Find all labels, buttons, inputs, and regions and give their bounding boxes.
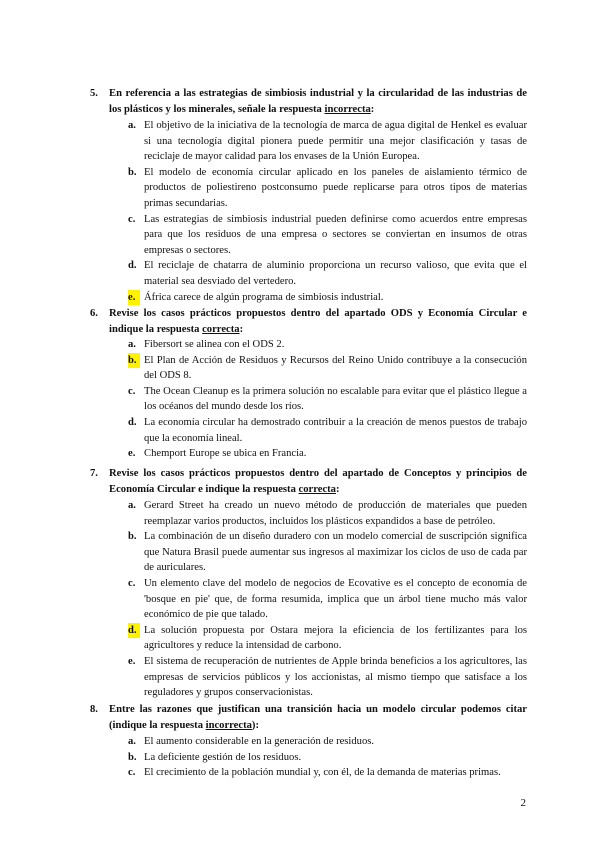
option-6d: d. La economía circular ha demostrado contribuir a la creación de menos puestos de trabajo que la economía lineal. <box>128 416 527 444</box>
answer-highlight: e. <box>128 290 140 306</box>
option-7b: b. La combinación de un diseño duradero con un modelo comercial de suscripción significa que Natura Brasil puede aumentar sus ingresos al maximizar los ciclos de uso de cada par de auriculares. <box>128 531 527 574</box>
options-6 <box>128 337 527 462</box>
question-number: 8. <box>90 704 98 715</box>
option-5b: b. El modelo de economía circular aplicado en los paneles de aislamiento térmico de productos de poliestireno postconsumo puede replicarse para otros tipos de materias primas secundarias. <box>128 166 527 209</box>
option-7d: d. La solución propuesta por Ostara mejora la eficiencia de los fertilizantes para los agricultores y reduce la intensidad de carbono. <box>128 624 527 652</box>
option-5a: a. El objetivo de la iniciativa de la tecnología de marca de agua digital de Henkel es evaluar si una tecnología digital pionera puede permitir una mejor clasificación y tasas de reciclaje de mayor calidad para los envases de la Unión Europea. <box>128 120 527 163</box>
question-number: 7. <box>90 468 98 479</box>
option-6a: a. Fibersort se alinea con el ODS 2. <box>128 339 285 350</box>
option-5e: e. África carece de algún programa de simbiosis industrial. <box>128 290 527 306</box>
options-7 <box>128 498 527 701</box>
question-text: Entre las razones que justifican una transición hacia un modelo circular podemos citar (indique la respuesta incorrecta): <box>109 704 527 731</box>
option-7a: a. Gerard Street ha creado un nuevo método de producción de materiales que pueden reemplazar varios productos, incluidos los plásticos expandidos a base de petróleo. <box>128 500 527 527</box>
answer-highlight: b. <box>128 353 140 369</box>
option-6e: e. Chemport Europe se ubica en Francia. <box>128 448 307 460</box>
option-5c: c. Las estrategias de simbiosis industrial pueden definirse como acuerdos entre empresas para que los residuos de una empresa o sectores se conviertan en insumos de otras empresas o sectores. <box>128 213 527 256</box>
question-7 <box>90 466 527 497</box>
question-6 <box>90 306 527 337</box>
question-5 <box>90 86 527 117</box>
answer-highlight: d. <box>128 623 140 639</box>
options-5 <box>128 118 527 305</box>
question-number: 6. <box>90 308 98 319</box>
option-6c: c. The Ocean Cleanup es la primera solución no escalable para evitar que el plástico llegue a los océanos del mundo desde los ríos. <box>128 385 527 413</box>
question-text: Revise los casos prácticos propuestos dentro del apartado de Conceptos y principios de Economía Circular e indique la respuesta correcta: <box>109 468 527 495</box>
options-8 <box>128 734 527 781</box>
page-number: 2 <box>520 797 526 809</box>
option-6b: b. El Plan de Acción de Residuos y Recursos del Reino Unido contribuye a la consecución del ODS 8. <box>128 354 527 382</box>
option-7e: e. El sistema de recuperación de nutrientes de Apple brinda beneficios a los agricultores, las empresas de servicios públicos y los accionistas, al mismo tiempo que satisface a los reguladores y grupos conservacionistas. <box>128 655 527 699</box>
option-7c: c. Un elemento clave del modelo de negocios de Ecovative es el concepto de economía de 'bosque en pie' que, de forma resumida, implica que un árbol tiene mucho más valor económico de pie que talado. <box>128 577 527 621</box>
option-5d: d. El reciclaje de chatarra de aluminio proporciona un recurso valioso, que evita que el material sea desviado del vertedero. <box>128 260 527 287</box>
option-8c: c. El crecimiento de la población mundial y, con él, de la demanda de materias primas. <box>128 767 501 779</box>
question-text: En referencia a las estrategias de simbiosis industrial y la circularidad de las industrias de los plásticos y los minerales, señale la respuesta incorrecta: <box>109 88 527 115</box>
question-text: Revise los casos prácticos propuestos dentro del apartado ODS y Economía Circular e indique la respuesta correcta: <box>109 308 527 335</box>
option-8a: a. El aumento considerable en la generación de residuos. <box>128 736 375 747</box>
question-8 <box>90 702 527 733</box>
option-8b: b. La deficiente gestión de los residuos. <box>128 751 302 763</box>
question-number: 5. <box>90 88 98 99</box>
